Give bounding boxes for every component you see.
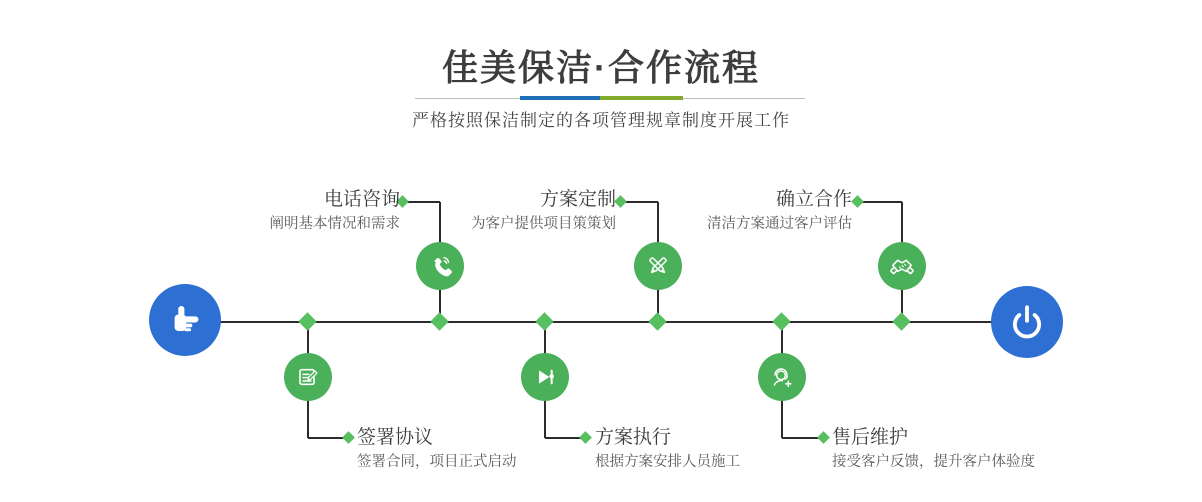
contract-icon	[292, 361, 324, 393]
page-title: 佳美保洁·合作流程	[442, 47, 760, 88]
label-diamond	[579, 431, 592, 444]
step2-node	[634, 242, 682, 290]
handshake-icon	[885, 249, 919, 283]
step6-desc: 接受客户反馈，提升客户体验度	[832, 454, 1035, 470]
timeline-main-line	[220, 321, 992, 323]
step6-title: 售后维护	[832, 427, 909, 448]
power-icon	[1004, 299, 1050, 345]
label-diamond	[817, 431, 830, 444]
timeline-diamond	[772, 312, 790, 330]
page-subtitle: 严格按照保洁制定的各项管理规章制度开展工作	[412, 111, 790, 130]
title-divider-green-segment	[600, 96, 683, 100]
step1-node	[416, 242, 464, 290]
step2-title: 方案定制	[539, 189, 616, 210]
step3-desc: 清洁方案通过客户评估	[707, 216, 852, 232]
step3-node	[878, 242, 926, 290]
step3-label	[707, 189, 852, 234]
timeline-diamond	[892, 312, 910, 330]
end-node	[991, 286, 1063, 358]
phone-icon	[424, 250, 456, 282]
step4-label	[357, 427, 517, 472]
timeline-diamond	[430, 312, 448, 330]
step6-node	[758, 353, 806, 401]
step4-node	[284, 353, 332, 401]
crossed-pens-icon	[642, 250, 674, 282]
step3-title: 确立合作	[775, 189, 852, 210]
title-divider-blue-segment	[520, 96, 600, 100]
timeline-diamond	[648, 312, 666, 330]
step1-desc: 阐明基本情况和需求	[269, 216, 400, 232]
customer-service-icon	[766, 361, 798, 393]
timeline-diamond	[535, 312, 553, 330]
label-diamond	[614, 195, 627, 208]
timeline-diamond	[298, 312, 316, 330]
step1-label	[270, 189, 401, 234]
connector-horizontal-step3	[858, 201, 902, 203]
step5-label	[595, 427, 740, 472]
step4-desc: 签署合同，项目正式启动	[357, 454, 517, 470]
hand-pointer-icon	[163, 298, 207, 342]
label-diamond	[342, 431, 355, 444]
step5-desc: 根据方案安排人员施工	[595, 454, 740, 470]
step2-desc: 为客户提供项目策策划	[471, 216, 616, 232]
step5-title: 方案执行	[595, 427, 672, 448]
step4-title: 签署协议	[357, 427, 434, 448]
step5-node	[521, 353, 569, 401]
play-icon	[529, 361, 561, 393]
step2-label	[471, 189, 616, 234]
step1-title: 电话咨询	[323, 189, 400, 210]
start-node	[149, 284, 221, 356]
label-diamond	[851, 195, 864, 208]
step6-label	[832, 427, 1035, 472]
